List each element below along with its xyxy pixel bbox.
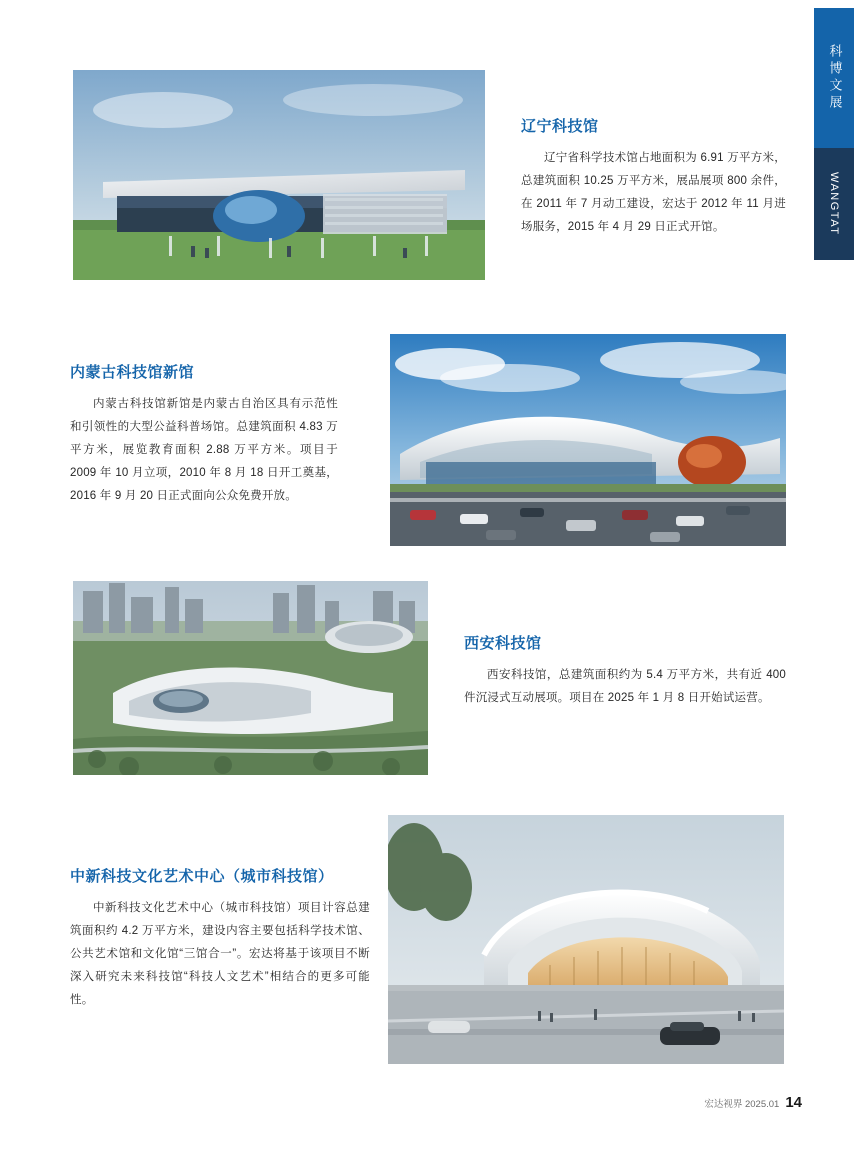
side-tab-category	[814, 8, 854, 148]
footer-publication: 宏达视界 2025.01	[704, 1099, 780, 1110]
section-image-liaoning	[73, 70, 485, 280]
section-title-zhongxin: 中新科技文化艺术中心（城市科技馆）	[70, 868, 334, 885]
section-title-xian: 西安科技馆	[464, 635, 542, 652]
section-text-inner-mongolia	[70, 361, 338, 508]
page-footer	[704, 1094, 802, 1111]
side-tab	[814, 8, 854, 260]
section-body-zhongxin: 中新科技文化艺术中心（城市科技馆）项目计容总建筑面积约 4.2 万平方米，建设内容主要包括科学技术馆、公共艺术馆和文化馆“三馆合一”。宏达将基于该项目不断深入研究未来科技馆“科技人文艺术”相结合的更多可能性。	[70, 902, 370, 1006]
section-image-zhongxin	[388, 815, 784, 1064]
section-text-zhongxin	[70, 865, 370, 1012]
section-body-liaoning: 辽宁省科学技术馆占地面积为 6.91 万平方米，总建筑面积 10.25 万平方米，展品展项 800 余件，在 2011 年 7 月动工建设，宏达于 2012 年 11 月进场服务，2015 年 4 月 29 日正式开馆。	[521, 152, 786, 233]
section-body-inner-mongolia: 内蒙古科技馆新馆是内蒙古自治区具有示范性和引领性的大型公益科普场馆。总建筑面积 4.83 万平方米，展览教育面积 2.88 万平方米。项目于 2009 年 10 月立项，2010 年 8 月 18 日开工奠基，2016 年 9 月 20 日正式面向公众免费开放。	[70, 398, 338, 502]
section-image-xian	[73, 581, 428, 775]
section-text-xian	[464, 632, 786, 710]
section-title-liaoning: 辽宁科技馆	[521, 118, 599, 135]
side-tab-brand-label: WANGTAT	[828, 172, 840, 236]
side-tab-category-label: 科博文展	[827, 44, 843, 112]
section-body-xian: 西安科技馆，总建筑面积约为 5.4 万平方米，共有近 400 件沉浸式互动展项。项目在 2025 年 1 月 8 日开始试运营。	[464, 669, 786, 704]
side-tab-brand	[814, 148, 854, 260]
page-number: 14	[785, 1094, 802, 1111]
section-image-inner-mongolia	[390, 334, 786, 546]
section-title-inner-mongolia: 内蒙古科技馆新馆	[70, 364, 195, 381]
section-text-liaoning	[521, 115, 786, 239]
